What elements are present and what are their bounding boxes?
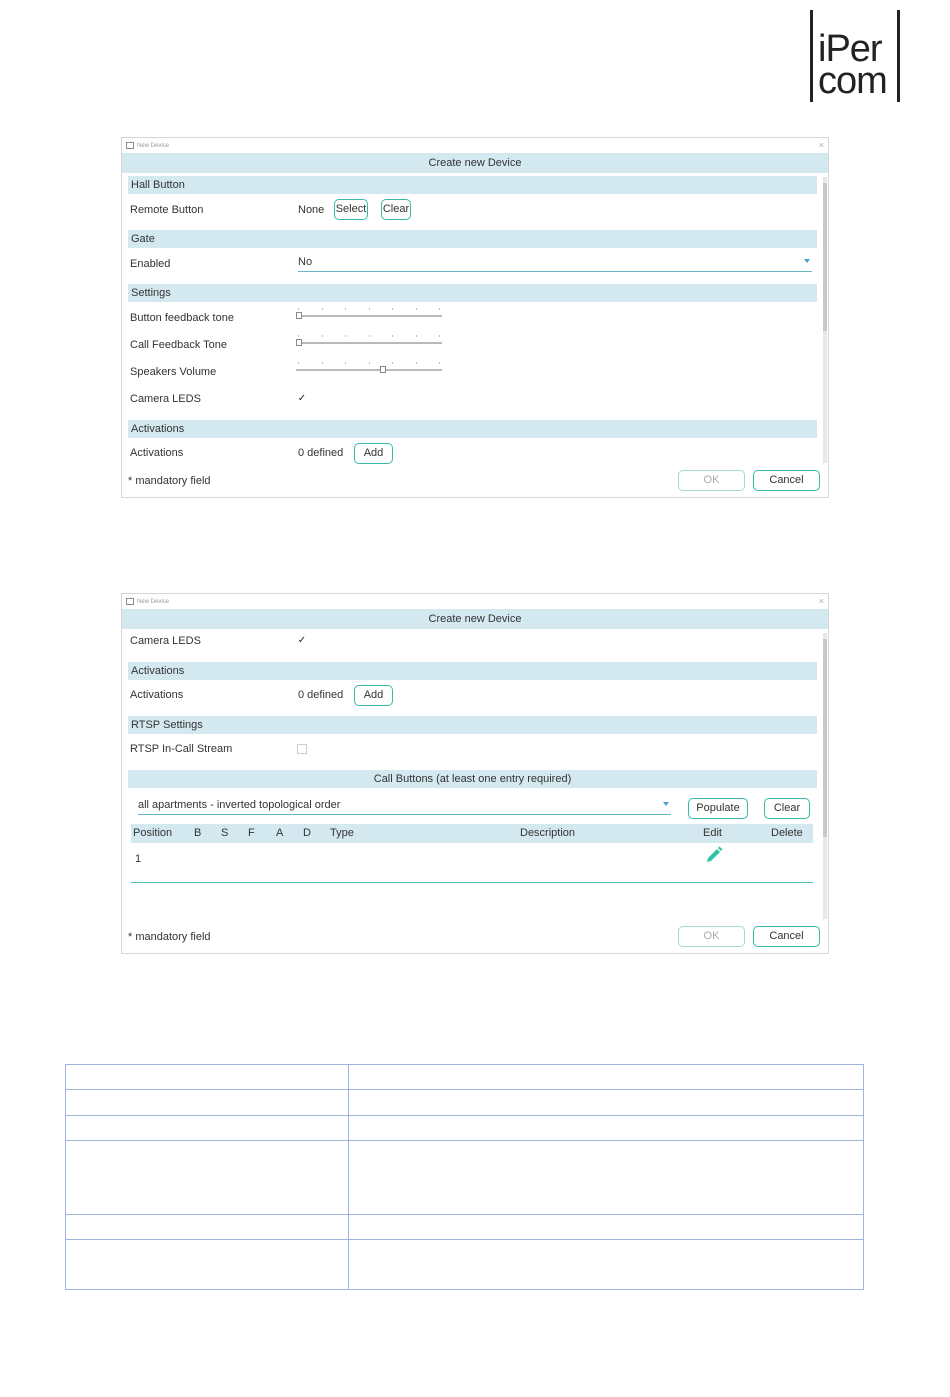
section-call-buttons: Call Buttons (at least one entry required) — [128, 770, 817, 788]
rtsp-stream-checkbox[interactable] — [297, 744, 307, 754]
section-rtsp-settings: RTSP Settings — [128, 716, 817, 734]
table-row-divider — [131, 882, 813, 883]
col-d: D — [303, 827, 311, 839]
col-description: Description — [520, 827, 576, 839]
slider-tick — [345, 308, 346, 310]
slider-tick — [322, 362, 323, 364]
logo-bar-left — [810, 10, 813, 102]
slider-tick — [369, 335, 370, 337]
activations-value: 0 defined — [298, 689, 344, 701]
slider-tick — [416, 362, 417, 364]
enabled-select[interactable] — [298, 256, 812, 272]
activations-label: Activations — [130, 447, 184, 459]
slider-track — [296, 369, 442, 371]
call-buttons-table-header — [131, 824, 813, 843]
speakers-volume-label: Speakers Volume — [130, 366, 217, 378]
window-title: New Device — [137, 142, 170, 149]
camera-leds-label: Camera LEDS — [130, 635, 201, 647]
slider-tick — [439, 335, 440, 337]
col-type: Type — [330, 827, 354, 839]
new-device-dialog-1 — [121, 137, 829, 498]
scrollbar-thumb[interactable] — [823, 639, 827, 837]
new-device-dialog-2 — [121, 593, 829, 954]
slider-tick — [345, 335, 346, 337]
slider-tick — [439, 362, 440, 364]
slider-thumb[interactable] — [296, 339, 302, 346]
slider-tick — [298, 362, 299, 364]
scrollbar[interactable] — [823, 633, 827, 919]
iper-com-logo — [810, 10, 902, 102]
table-cell — [66, 1141, 349, 1215]
table-row — [66, 1215, 864, 1240]
slider-tick — [369, 308, 370, 310]
section-gate: Gate — [128, 230, 817, 248]
clear-button[interactable]: Clear — [381, 199, 411, 220]
scrollbar-thumb[interactable] — [823, 183, 827, 331]
dialog-header: Create new Device — [122, 153, 828, 173]
dialog-header: Create new Device — [122, 609, 828, 629]
slider-tick — [322, 308, 323, 310]
table-cell — [66, 1116, 349, 1141]
pencil-edit-icon[interactable] — [704, 845, 724, 865]
app-icon — [126, 142, 134, 149]
camera-leds-checkbox[interactable]: ✓ — [297, 635, 307, 646]
section-activations: Activations — [128, 662, 817, 680]
table-row — [66, 1141, 864, 1215]
section-hall-button: Hall Button — [128, 176, 817, 194]
remote-button-value: None — [298, 204, 325, 216]
col-b: B — [194, 827, 202, 839]
scrollbar[interactable] — [823, 177, 827, 463]
logo-bar-right — [897, 10, 900, 102]
ok-button[interactable]: OK — [678, 926, 745, 947]
chevron-down-icon — [663, 802, 669, 806]
enabled-label: Enabled — [130, 258, 171, 270]
add-activation-button[interactable]: Add — [354, 685, 393, 706]
call-feedback-label: Call Feedback Tone — [130, 339, 228, 351]
empty-grid-table — [65, 1064, 864, 1290]
chevron-down-icon — [804, 259, 810, 263]
populate-button[interactable]: Populate — [688, 798, 748, 819]
mandatory-note: * mandatory field — [128, 475, 211, 487]
table-cell — [66, 1215, 349, 1240]
close-icon[interactable]: × — [818, 140, 824, 150]
slider-tick — [369, 362, 370, 364]
select-button[interactable]: Select — [334, 199, 368, 220]
slider-tick — [298, 308, 299, 310]
window-title: New Device — [137, 598, 170, 605]
table-cell — [349, 1141, 864, 1215]
activations-label: Activations — [130, 689, 184, 701]
table-cell — [349, 1090, 864, 1116]
button-feedback-slider[interactable] — [296, 310, 444, 322]
table-cell — [66, 1090, 349, 1116]
slider-tick — [392, 308, 393, 310]
cancel-button[interactable]: Cancel — [753, 470, 820, 491]
cancel-button[interactable]: Cancel — [753, 926, 820, 947]
slider-tick — [416, 308, 417, 310]
mandatory-note: * mandatory field — [128, 931, 211, 943]
slider-tick — [392, 335, 393, 337]
table-row — [66, 1240, 864, 1290]
slider-track — [296, 342, 442, 344]
ok-button[interactable]: OK — [678, 470, 745, 491]
logo-line-1: iPer — [818, 28, 882, 70]
clear-button[interactable]: Clear — [764, 798, 810, 819]
table-row — [66, 1065, 864, 1090]
table-cell — [349, 1215, 864, 1240]
section-settings: Settings — [128, 284, 817, 302]
slider-tick — [322, 335, 323, 337]
col-f: F — [248, 827, 255, 839]
col-delete: Delete — [771, 827, 803, 839]
col-position: Position — [133, 827, 173, 839]
speakers-volume-slider[interactable] — [296, 364, 444, 376]
order-value: all apartments - inverted topological order — [138, 799, 341, 811]
table-row — [66, 1090, 864, 1116]
slider-thumb[interactable] — [296, 312, 302, 319]
table-row — [66, 1116, 864, 1141]
slider-track — [296, 315, 442, 317]
order-select[interactable] — [138, 799, 671, 815]
camera-leds-label: Camera LEDS — [130, 393, 201, 405]
section-activations: Activations — [128, 420, 817, 438]
call-feedback-slider[interactable] — [296, 337, 444, 349]
button-feedback-label: Button feedback tone — [130, 312, 234, 324]
slider-tick — [416, 335, 417, 337]
table-cell — [349, 1116, 864, 1141]
add-activation-button[interactable]: Add — [354, 443, 393, 464]
table-cell — [349, 1240, 864, 1290]
remote-button-label: Remote Button — [130, 204, 204, 216]
app-icon — [126, 598, 134, 605]
activations-value: 0 defined — [298, 447, 344, 459]
slider-tick — [345, 362, 346, 364]
slider-tick — [439, 308, 440, 310]
logo-line-2: com — [818, 60, 887, 102]
close-icon[interactable]: × — [818, 596, 824, 606]
table-cell — [66, 1240, 349, 1290]
table-row-position: 1 — [135, 853, 142, 865]
window-titlebar — [122, 138, 828, 153]
enabled-value: No — [298, 256, 313, 268]
table-cell — [349, 1065, 864, 1090]
table-cell — [66, 1065, 349, 1090]
rtsp-stream-label: RTSP In-Call Stream — [130, 743, 233, 755]
slider-tick — [392, 362, 393, 364]
camera-leds-checkbox[interactable]: ✓ — [297, 393, 307, 404]
window-titlebar — [122, 594, 828, 609]
slider-thumb[interactable] — [380, 366, 386, 373]
col-edit: Edit — [703, 827, 722, 839]
col-a: A — [276, 827, 284, 839]
col-s: S — [221, 827, 229, 839]
slider-tick — [298, 335, 299, 337]
